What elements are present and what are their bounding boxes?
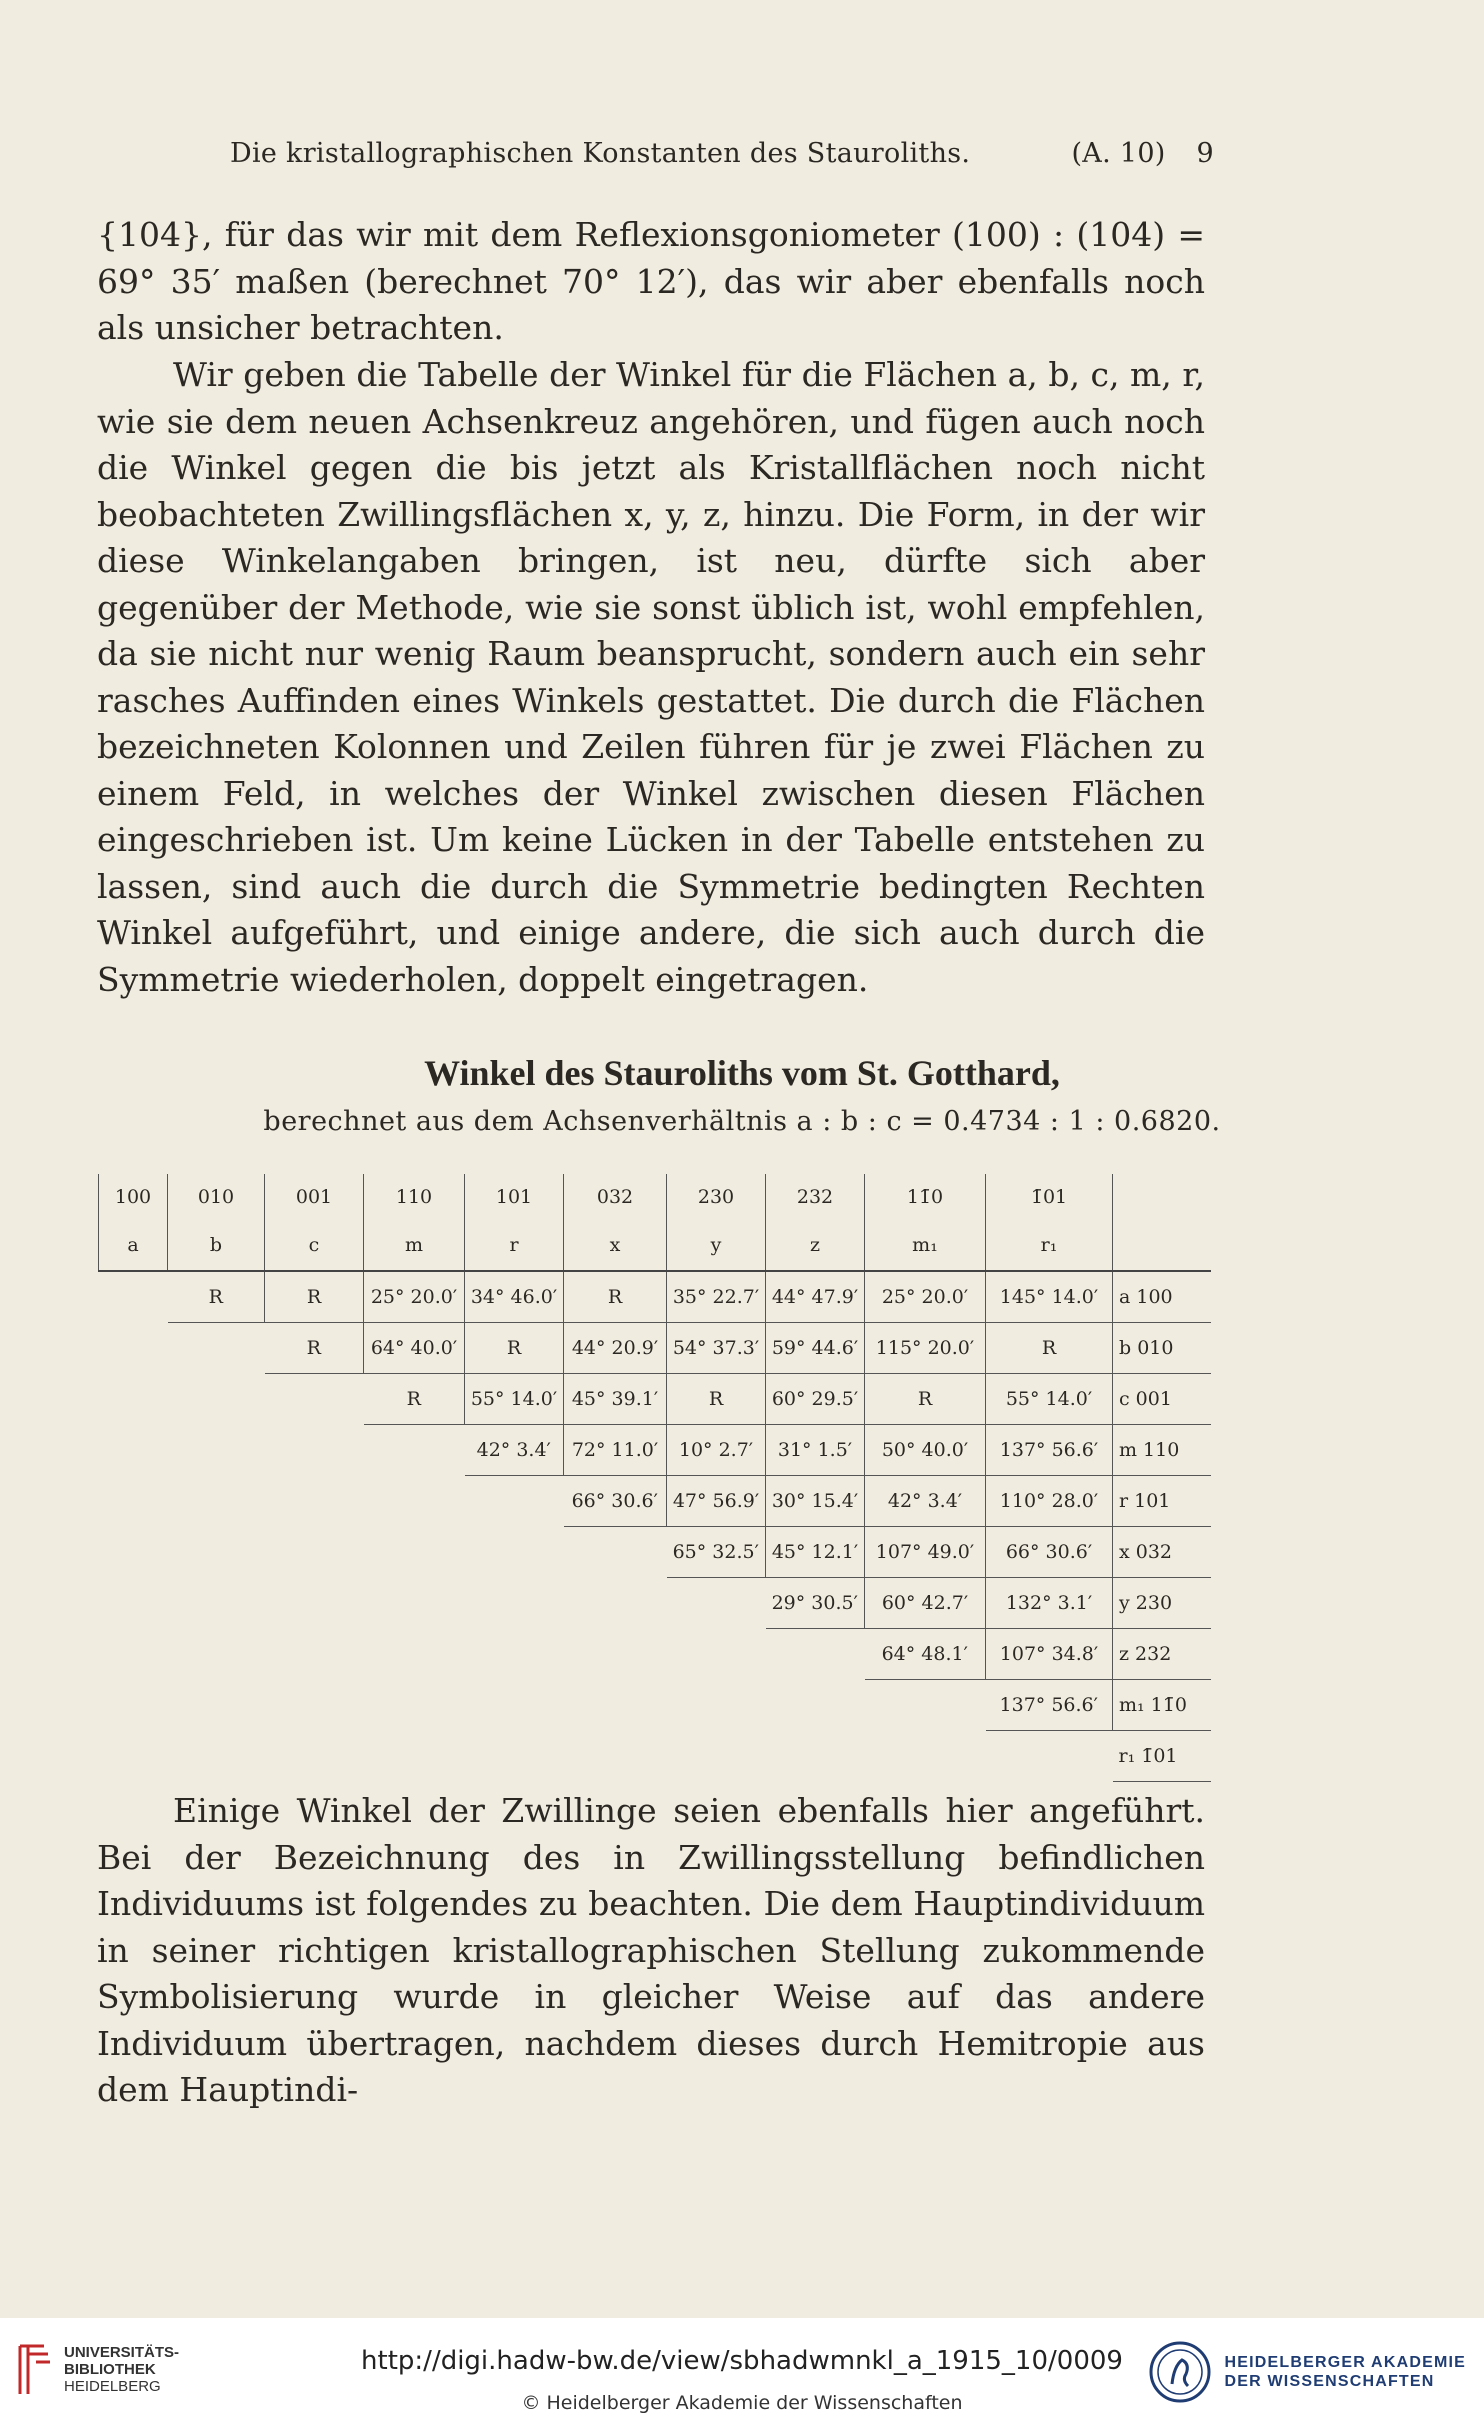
angle-cell: 35° 22.7′ (667, 1271, 766, 1323)
angle-cell: 45° 12.1′ (766, 1527, 865, 1578)
running-header (230, 138, 1214, 169)
digitization-footer (0, 2318, 1484, 2428)
column-letter: r₁ (986, 1220, 1113, 1271)
angle-cell: 50° 40.0′ (865, 1425, 986, 1476)
library-name-line2: BIBLIOTHEK (64, 2360, 156, 2378)
angle-cell: R (986, 1323, 1113, 1374)
section-number: (A. 10) (1071, 138, 1166, 169)
copyright-notice: © Heidelberger Akademie der Wissenschaften (521, 2392, 963, 2414)
angle-cell: 25° 20.0′ (865, 1271, 986, 1323)
angle-cell: R (265, 1271, 364, 1323)
column-index: 032 (564, 1174, 667, 1220)
paragraph-2-text: Wir geben die Tabelle der Winkel für die Flächen a, b, c, m, r, wie sie dem neuen Achsenkreuz angehören, und fügen auch noch die Winkel gegen die bis jetzt als Kristallflächen noch nicht beobachteten Zwillingsflächen x, y, z, hinzu. Die Form, in der wir diese Winkelangaben bringen, ist neu, dürfte sich aber gegenüber der Methode, wie sie sonst üblich ist, wohl empfehlen, da sie nicht nur wenig Raum beansprucht, sondern auch ein sehr rasches Auffinden eines Winkels gestattet. Die durch die Flächen bezeichneten Kolonnen und Zeilen führen für je zwei Flächen zu einem Feld, in welches der Winkel zwischen diesen Flächen eingeschrieben ist. Um keine Lücken in der Tabelle entstehen zu lassen, sind auch die durch die Symmetrie bedingten Rechten Winkel aufgeführt, und einige andere, die sich auch durch die Symmetrie wiederholen, doppelt eingetragen. (97, 355, 1205, 999)
angle-cell: 55° 14.0′ (465, 1374, 564, 1425)
angle-cell: 31° 1.5′ (766, 1425, 865, 1476)
angle-cell: 132° 3.1′ (986, 1578, 1113, 1629)
angle-table (98, 1174, 1211, 1782)
angle-cell: 72° 11.0′ (564, 1425, 667, 1476)
column-letter: y (667, 1220, 766, 1271)
row-label: m 110 (1113, 1425, 1212, 1476)
angle-cell: R (168, 1271, 265, 1323)
column-index: 101 (465, 1174, 564, 1220)
row-label: c 001 (1113, 1374, 1212, 1425)
row-label: b 010 (1113, 1323, 1212, 1374)
table-row (99, 1271, 1212, 1323)
table-row (99, 1374, 1212, 1425)
column-letter: m (364, 1220, 465, 1271)
angle-cell: 59° 44.6′ (766, 1323, 865, 1374)
paragraph-3-text: Einige Winkel der Zwillinge seien ebenfalls hier angeführt. Bei der Bezeichnung des in Zwillingsstellung befindlichen Individuums ist folgendes zu beachten. Die dem Hauptindividuum in seiner richtigen kristallographischen Stellung zukommende Symbolisierung wurde in gleicher Weise auf das andere Individuum übertragen, nachdem dieses durch Hemitropie aus dem Hauptindi- (97, 1791, 1205, 2109)
table-title: Winkel des Stauroliths vom St. Gotthard, (424, 1053, 1060, 1093)
angle-cell: 42° 3.4′ (465, 1425, 564, 1476)
column-letter: c (265, 1220, 364, 1271)
page-number: 9 (1196, 138, 1214, 169)
column-letter: r (465, 1220, 564, 1271)
table-row (99, 1476, 1212, 1527)
table-row (99, 1578, 1212, 1629)
row-label: r 101 (1113, 1476, 1212, 1527)
angle-cell: 45° 39.1′ (564, 1374, 667, 1425)
row-label: r₁ 1̄01 (1113, 1731, 1212, 1782)
academy-name-line2: DER WISSENSCHAFTEN (1224, 2373, 1435, 2390)
angle-cell: 64° 48.1′ (865, 1629, 986, 1680)
table-row (99, 1731, 1212, 1782)
row-label: z 232 (1113, 1629, 1212, 1680)
running-title: Die kristallographischen Konstanten des Stauroliths. (230, 138, 971, 169)
angle-cell: 54° 37.3′ (667, 1323, 766, 1374)
row-label: x 032 (1113, 1527, 1212, 1578)
column-index: 11̄0 (865, 1174, 986, 1220)
angle-cell: 42° 3.4′ (865, 1476, 986, 1527)
angle-cell: R (265, 1323, 364, 1374)
column-index: 110 (364, 1174, 465, 1220)
angle-cell: 64° 40.0′ (364, 1323, 465, 1374)
angle-cell: 107° 49.0′ (865, 1527, 986, 1578)
angle-cell: 30° 15.4′ (766, 1476, 865, 1527)
permalink[interactable]: http://digi.hadw-bw.de/view/sbhadwmnkl_a_1915_10/0009 (361, 2346, 1123, 2376)
angle-cell: 137° 56.6′ (986, 1425, 1113, 1476)
angle-cell: 66° 30.6′ (986, 1527, 1113, 1578)
letter-header-row (99, 1220, 1212, 1271)
angle-cell: 44° 20.9′ (564, 1323, 667, 1374)
column-index: 100 (99, 1174, 168, 1220)
column-letter: m₁ (865, 1220, 986, 1271)
library-name-line3: HEIDELBERG (64, 2377, 161, 2395)
library-name-line1: UNIVERSITÄTS- (64, 2343, 180, 2361)
angle-cell: 44° 47.9′ (766, 1271, 865, 1323)
paragraph-1-text: {104}, für das wir mit dem Reflexionsgoniometer (100) : (104) = 69° 35′ maßen (berechnet 70° 12′), das wir aber ebenfalls noch als unsicher betrachten. (97, 215, 1205, 347)
angle-cell: 66° 30.6′ (564, 1476, 667, 1527)
paragraph-1 (97, 212, 1205, 352)
row-label: m₁ 11̄0 (1113, 1680, 1212, 1731)
column-letter: x (564, 1220, 667, 1271)
column-index: 1̄01 (986, 1174, 1113, 1220)
angle-cell: 25° 20.0′ (364, 1271, 465, 1323)
index-header-row (99, 1174, 1212, 1220)
angle-cell: 34° 46.0′ (465, 1271, 564, 1323)
academy-logo (1148, 2340, 1466, 2404)
column-letter: a (99, 1220, 168, 1271)
angle-cell: 107° 34.8′ (986, 1629, 1113, 1680)
column-index: 230 (667, 1174, 766, 1220)
academy-seal-icon (1148, 2340, 1212, 2404)
angle-cell: 47° 56.9′ (667, 1476, 766, 1527)
angle-cell: 60° 42.7′ (865, 1578, 986, 1629)
column-index: 001 (265, 1174, 364, 1220)
angle-cell: R (865, 1374, 986, 1425)
column-index: 010 (168, 1174, 265, 1220)
angle-cell: 110° 28.0′ (986, 1476, 1113, 1527)
table-row (99, 1527, 1212, 1578)
angle-cell: 115° 20.0′ (865, 1323, 986, 1374)
column-index: 232 (766, 1174, 865, 1220)
row-label: y 230 (1113, 1578, 1212, 1629)
column-letter: z (766, 1220, 865, 1271)
academy-name-line1: HEIDELBERGER AKADEMIE (1224, 2354, 1466, 2371)
angle-cell: 137° 56.6′ (986, 1680, 1113, 1731)
table-row (99, 1680, 1212, 1731)
angle-cell: R (465, 1323, 564, 1374)
paragraph-2 (97, 352, 1205, 1003)
angle-cell: R (564, 1271, 667, 1323)
angle-cell: 10° 2.7′ (667, 1425, 766, 1476)
table-row (99, 1425, 1212, 1476)
row-label: a 100 (1113, 1271, 1212, 1323)
angle-cell: R (667, 1374, 766, 1425)
angle-cell: 65° 32.5′ (667, 1527, 766, 1578)
table-subtitle: berechnet aus dem Achsenverhältnis a : b : c = 0.4734 : 1 : 0.6820. (263, 1106, 1221, 1137)
angle-cell: 60° 29.5′ (766, 1374, 865, 1425)
angle-cell: 55° 14.0′ (986, 1374, 1113, 1425)
angle-cell: R (364, 1374, 465, 1425)
column-letter: b (168, 1220, 265, 1271)
table-row (99, 1323, 1212, 1374)
table-row (99, 1629, 1212, 1680)
angle-cell: 145° 14.0′ (986, 1271, 1113, 1323)
paragraph-3 (97, 1788, 1205, 2114)
angle-cell: 29° 30.5′ (766, 1578, 865, 1629)
